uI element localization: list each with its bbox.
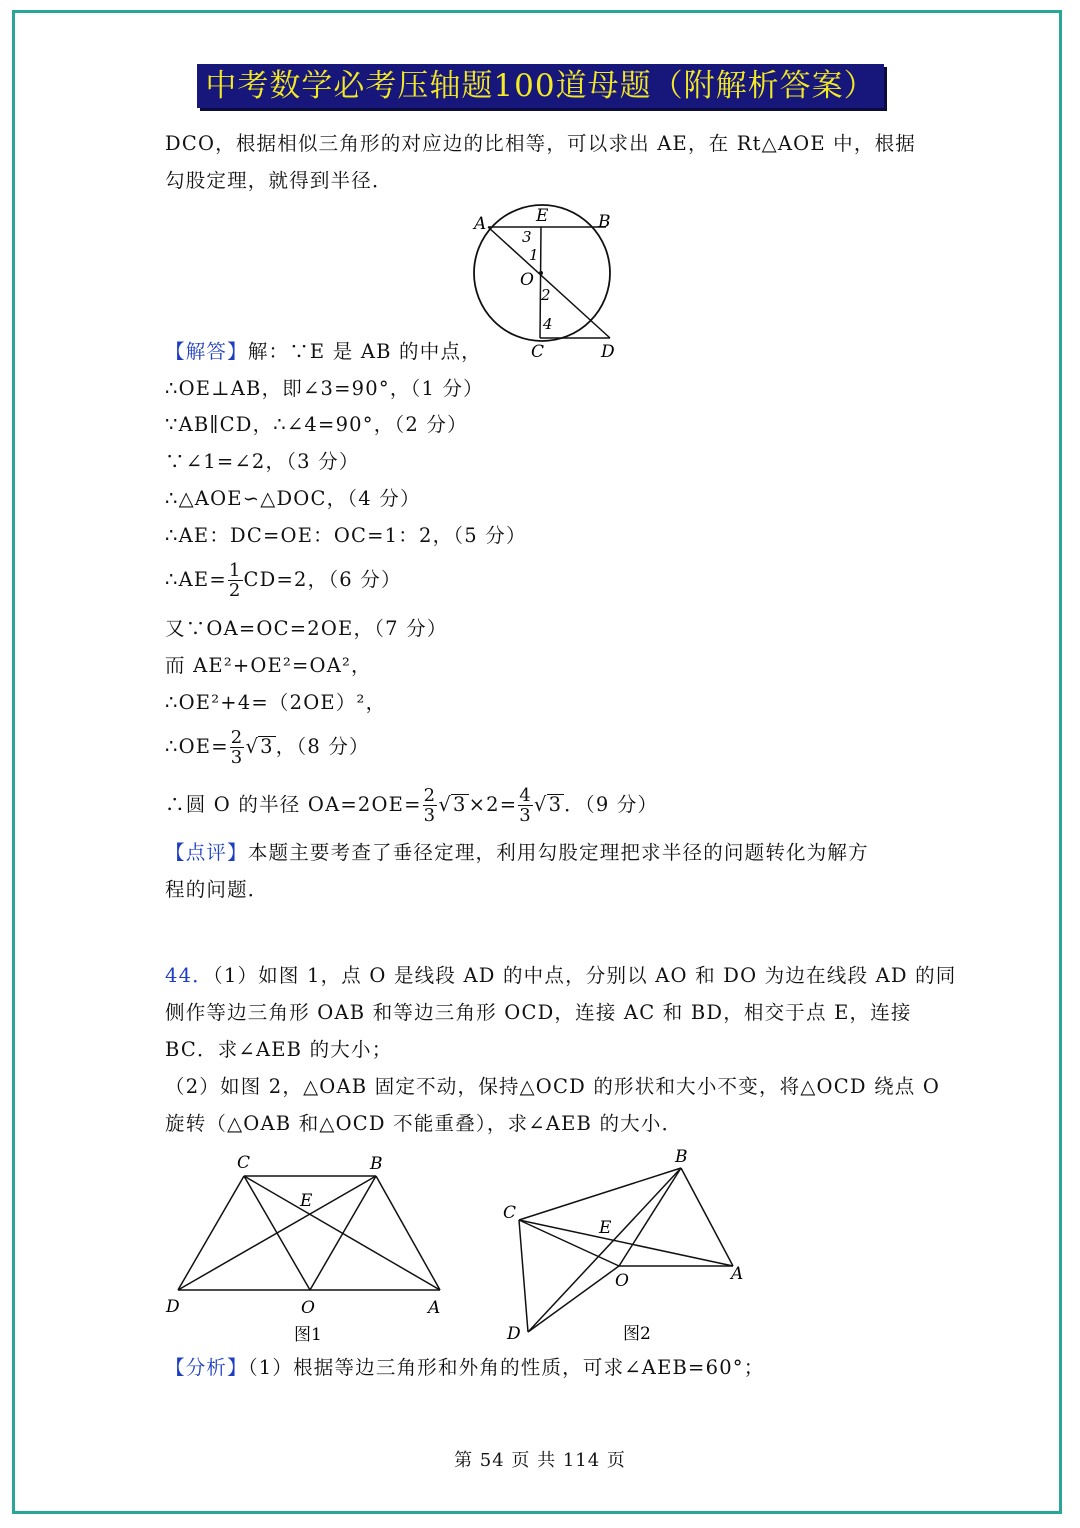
intro-line-2: 勾股定理，就得到半径． (165, 169, 393, 192)
label-angle-2: 2 (541, 286, 551, 304)
label-angle-3: 3 (522, 228, 532, 246)
fraction: $\frac{2}{3}$ (423, 785, 437, 826)
problem-line-1: 44．（1）如图 1，点 O 是线段 AD 的中点，分别以 AO 和 DO 为边在线段 AD 的同 (165, 964, 957, 987)
analysis-tag: 【分析】 (165, 1356, 248, 1379)
problem-line-3: BC．求∠AEB 的大小； (165, 1038, 393, 1061)
solution-line-3: ∵∠1=∠2，（3 分） (165, 450, 360, 473)
label-D: D (601, 342, 615, 362)
label-E: E (536, 206, 549, 226)
label-D: D (166, 1297, 180, 1317)
solution-line-4: ∴△AOE∽△DOC，（4 分） (165, 487, 421, 510)
label-B: B (675, 1147, 688, 1167)
intro-line-1: DCO，根据相似三角形的对应边的比相等，可以求出 AE，在 Rt△AOE 中，根据 (165, 132, 916, 155)
figure-1-caption: 图1 (294, 1325, 322, 1345)
solution-line-10: ∴OE= $\frac{2}{3}$ √3 ，（8 分） (165, 727, 370, 768)
problem-line-4: （2）如图 2，△OAB 固定不动，保持△OCD 的形状和大小不变，将△OCD 绕点 O (165, 1075, 941, 1098)
solution-line-8: 而 AE²+OE²=OA²， (165, 654, 372, 677)
solution-line-11: ∴圆 O 的半径 OA=2OE= $\frac{2}{3}$ √3 ×2= $\frac{4}{3}$ √3 ．（9 分） (165, 785, 659, 826)
label-C: C (237, 1153, 251, 1173)
label-B: B (598, 212, 611, 232)
fraction: $\frac{2}{3}$ (230, 727, 244, 768)
label-C: C (503, 1203, 517, 1223)
fraction: $\frac{4}{3}$ (519, 785, 532, 826)
page-footer: 第 54 页 共 114 页 (454, 1450, 626, 1471)
solution-line-2: ∵AB∥CD，∴∠4=90°，（2 分） (165, 413, 468, 436)
problem-line-5: 旋转（△OAB 和△OCD 不能重叠），求∠AEB 的大小． (165, 1112, 683, 1135)
label-A: A (474, 214, 487, 234)
solution-line-1: ∴OE⊥AB，即∠3=90°，（1 分） (165, 377, 484, 400)
comment-line-2: 程的问题． (165, 878, 269, 901)
solution-line-5: ∴AE：DC=OE：OC=1：2，（5 分） (165, 524, 527, 547)
solution-line-9: ∴OE²+4=（2OE）²， (165, 691, 387, 714)
label-C: C (531, 342, 545, 362)
label-O: O (301, 1298, 315, 1318)
solution-line-6: ∴AE= $\frac{1}{2}$ CD=2，（6 分） (165, 560, 402, 601)
solution-line-7: 又∵OA=OC=2OE，（7 分） (165, 617, 448, 640)
label-A: A (731, 1264, 744, 1284)
page-title: 中考数学必考压轴题100道母题（附解析答案） (197, 64, 884, 108)
figure-2 (495, 1145, 755, 1350)
figure-1 (160, 1150, 460, 1350)
solution-line-0: 【解答】解：∵E 是 AB 的中点， (165, 340, 482, 363)
label-D: D (507, 1324, 521, 1344)
problem-line-2: 侧作等边三角形 OAB 和等边三角形 OCD，连接 AC 和 BD，相交于点 E，连接 (165, 1001, 912, 1024)
label-A: A (428, 1298, 441, 1318)
label-O: O (520, 270, 534, 290)
label-angle-4: 4 (543, 315, 553, 333)
label-angle-1: 1 (529, 246, 539, 264)
analysis-line-1: 【分析】（1）根据等边三角形和外角的性质，可求∠AEB=60°； (165, 1356, 765, 1379)
label-E: E (599, 1218, 612, 1238)
circle-figure (460, 200, 630, 365)
fraction: $\frac{1}{2}$ (228, 560, 242, 601)
label-O: O (615, 1271, 629, 1291)
label-B: B (370, 1154, 383, 1174)
figure-2-caption: 图2 (623, 1324, 651, 1344)
comment-line-1: 【点评】本题主要考查了垂径定理，利用勾股定理把求半径的问题转化为解方 (165, 841, 869, 864)
label-E: E (300, 1191, 313, 1211)
comment-tag: 【点评】 (165, 841, 248, 864)
solution-tag: 【解答】 (165, 340, 248, 363)
problem-number: 44． (165, 964, 213, 987)
